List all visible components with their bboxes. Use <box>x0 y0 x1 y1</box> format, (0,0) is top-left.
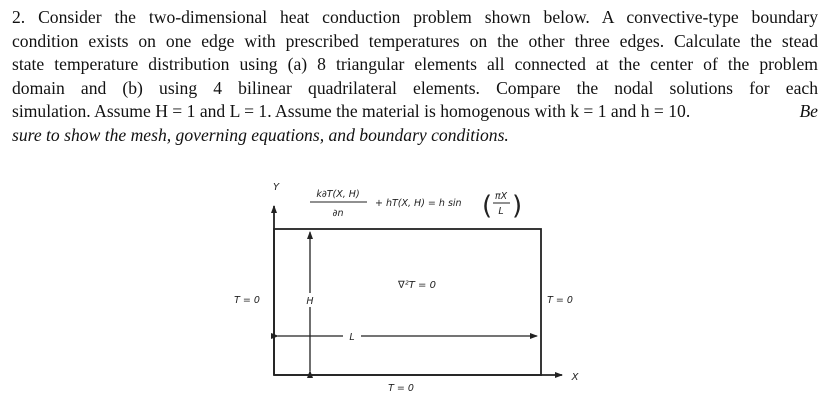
interior-equation: ∇²T = 0 <box>398 280 436 291</box>
top-bc-frac-den: L <box>498 206 504 217</box>
problem-line-3: state temperature distribution using (a) 8 triangular elements all connected at the center of the problem <box>12 54 818 75</box>
problem-line-6: sure to show the mesh, governing equations, and boundary conditions. <box>12 124 509 145</box>
x-axis-label: X <box>571 372 579 383</box>
height-label: H <box>306 296 314 307</box>
problem-line-1: 2. Consider the two-dimensional heat conduction problem shown below. A convective-type boundary <box>12 7 818 27</box>
top-bc-close-paren: ) <box>512 191 523 221</box>
top-bc-frac-num: πX <box>494 191 508 202</box>
problem-line-5-tail: Be <box>799 101 818 122</box>
top-bc-open-paren: ( <box>482 191 493 221</box>
problem-line-5-text: simulation. Assume H = 1 and L = 1. Assume the material is homogenous with k = 1 and h = 10. <box>12 101 691 122</box>
top-bc-middle: + hT(X, H) = h sin <box>375 198 462 209</box>
problem-line-4: domain and (b) using 4 bilinear quadrilateral elements. Compare the nodal solutions for each <box>12 77 818 98</box>
y-axis-label: Y <box>272 182 280 193</box>
length-label: L <box>349 332 355 343</box>
bottom-bc-label: T = 0 <box>388 383 414 394</box>
top-bc-denominator: ∂n <box>332 208 344 219</box>
left-bc-label: T = 0 <box>234 295 260 306</box>
right-bc-label: T = 0 <box>547 295 573 306</box>
problem-line-2: condition exists on one edge with prescribed temperatures on the other three edges. Calculate the stead <box>12 30 818 51</box>
top-bc-numerator: k∂T(X, H) <box>316 189 360 200</box>
